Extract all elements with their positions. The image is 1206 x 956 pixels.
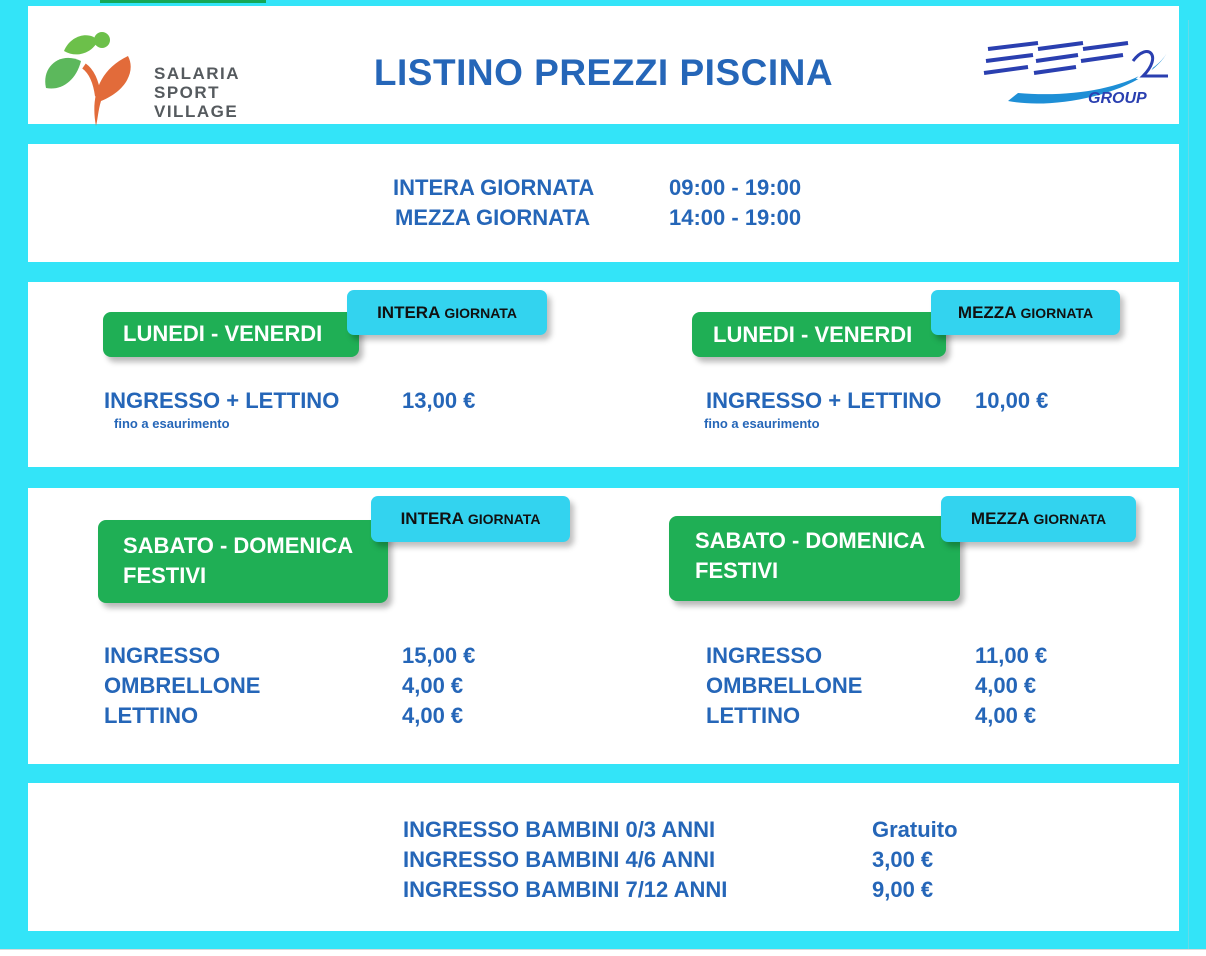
kids-item-2: INGRESSO BAMBINI 4/6 ANNI [403,847,716,872]
hours-label-full: INTERA GIORNATA [393,175,595,200]
hours-time-full: 09:00 - 19:00 [669,175,802,200]
svg-text:GROUP: GROUP [1088,90,1147,107]
kids-item-3: INGRESSO BAMBINI 7/12 ANNI [403,877,728,902]
weekday-half-type-badge: MEZZA GIORNATA [931,290,1120,335]
weekend-full-type-badge: INTERA GIORNATA [371,496,570,542]
weekend-full-item-3: LETTINO [104,703,199,728]
weekend-half-type-badge: MEZZA GIORNATA [941,496,1136,542]
weekday-half-note: fino a esaurimento [704,416,820,431]
weekday-full-item: INGRESSO + LETTINO [104,388,340,413]
weekend-full-days-badge: SABATO - DOMENICA FESTIVI [98,520,388,603]
sheet-gridline [1188,20,1189,956]
weekend-prices-panel [28,488,1179,764]
kids-price-3: 9,00 € [872,877,934,902]
weekend-half-price-2: 4,00 € [975,673,1037,698]
weekday-full-note: fino a esaurimento [114,416,230,431]
top-accent-line [100,0,266,3]
kids-item-1: INGRESSO BAMBINI 0/3 ANNI [403,817,716,842]
weekend-full-item-1: INGRESSO [104,643,221,668]
kids-prices-panel [28,783,1179,931]
weekend-half-price-3: 4,00 € [975,703,1037,728]
weekend-full-price-2: 4,00 € [402,673,464,698]
hours-label-half: MEZZA GIORNATA [395,205,591,230]
opening-hours-panel [28,144,1179,262]
weekday-half-item: INGRESSO + LETTINO [706,388,942,413]
hours-time-half: 14:00 - 19:00 [669,205,802,230]
weekday-full-price: 13,00 € [402,388,476,413]
weekend-half-days-badge: SABATO - DOMENICA FESTIVI [669,516,960,601]
logo-wordmark: SALARIA SPORT VILLAGE [154,64,241,121]
kids-price-2: 3,00 € [872,847,934,872]
effe2-logo-icon [978,31,1173,111]
weekend-full-price-3: 4,00 € [402,703,464,728]
sheet-bottom-gridline [0,949,1206,956]
weekend-full-item-2: OMBRELLONE [104,673,261,698]
weekend-half-item-1: INGRESSO [706,643,823,668]
weekend-half-item-3: LETTINO [706,703,801,728]
kids-price-1: Gratuito [872,817,958,842]
weekend-half-item-2: OMBRELLONE [706,673,863,698]
weekday-prices-panel [28,282,1179,467]
weekday-full-days-badge: LUNEDI - VENERDI [103,312,359,357]
weekday-half-price: 10,00 € [975,388,1049,413]
weekend-full-price-1: 15,00 € [402,643,476,668]
weekday-full-type-badge: INTERA GIORNATA [347,290,547,335]
weekday-half-days-badge: LUNEDI - VENERDI [692,312,946,357]
header-panel [28,6,1179,124]
weekend-half-price-1: 11,00 € [975,643,1048,668]
effe2-group-logo [978,31,1173,111]
page-title: LISTINO PREZZI PISCINA [373,52,834,93]
